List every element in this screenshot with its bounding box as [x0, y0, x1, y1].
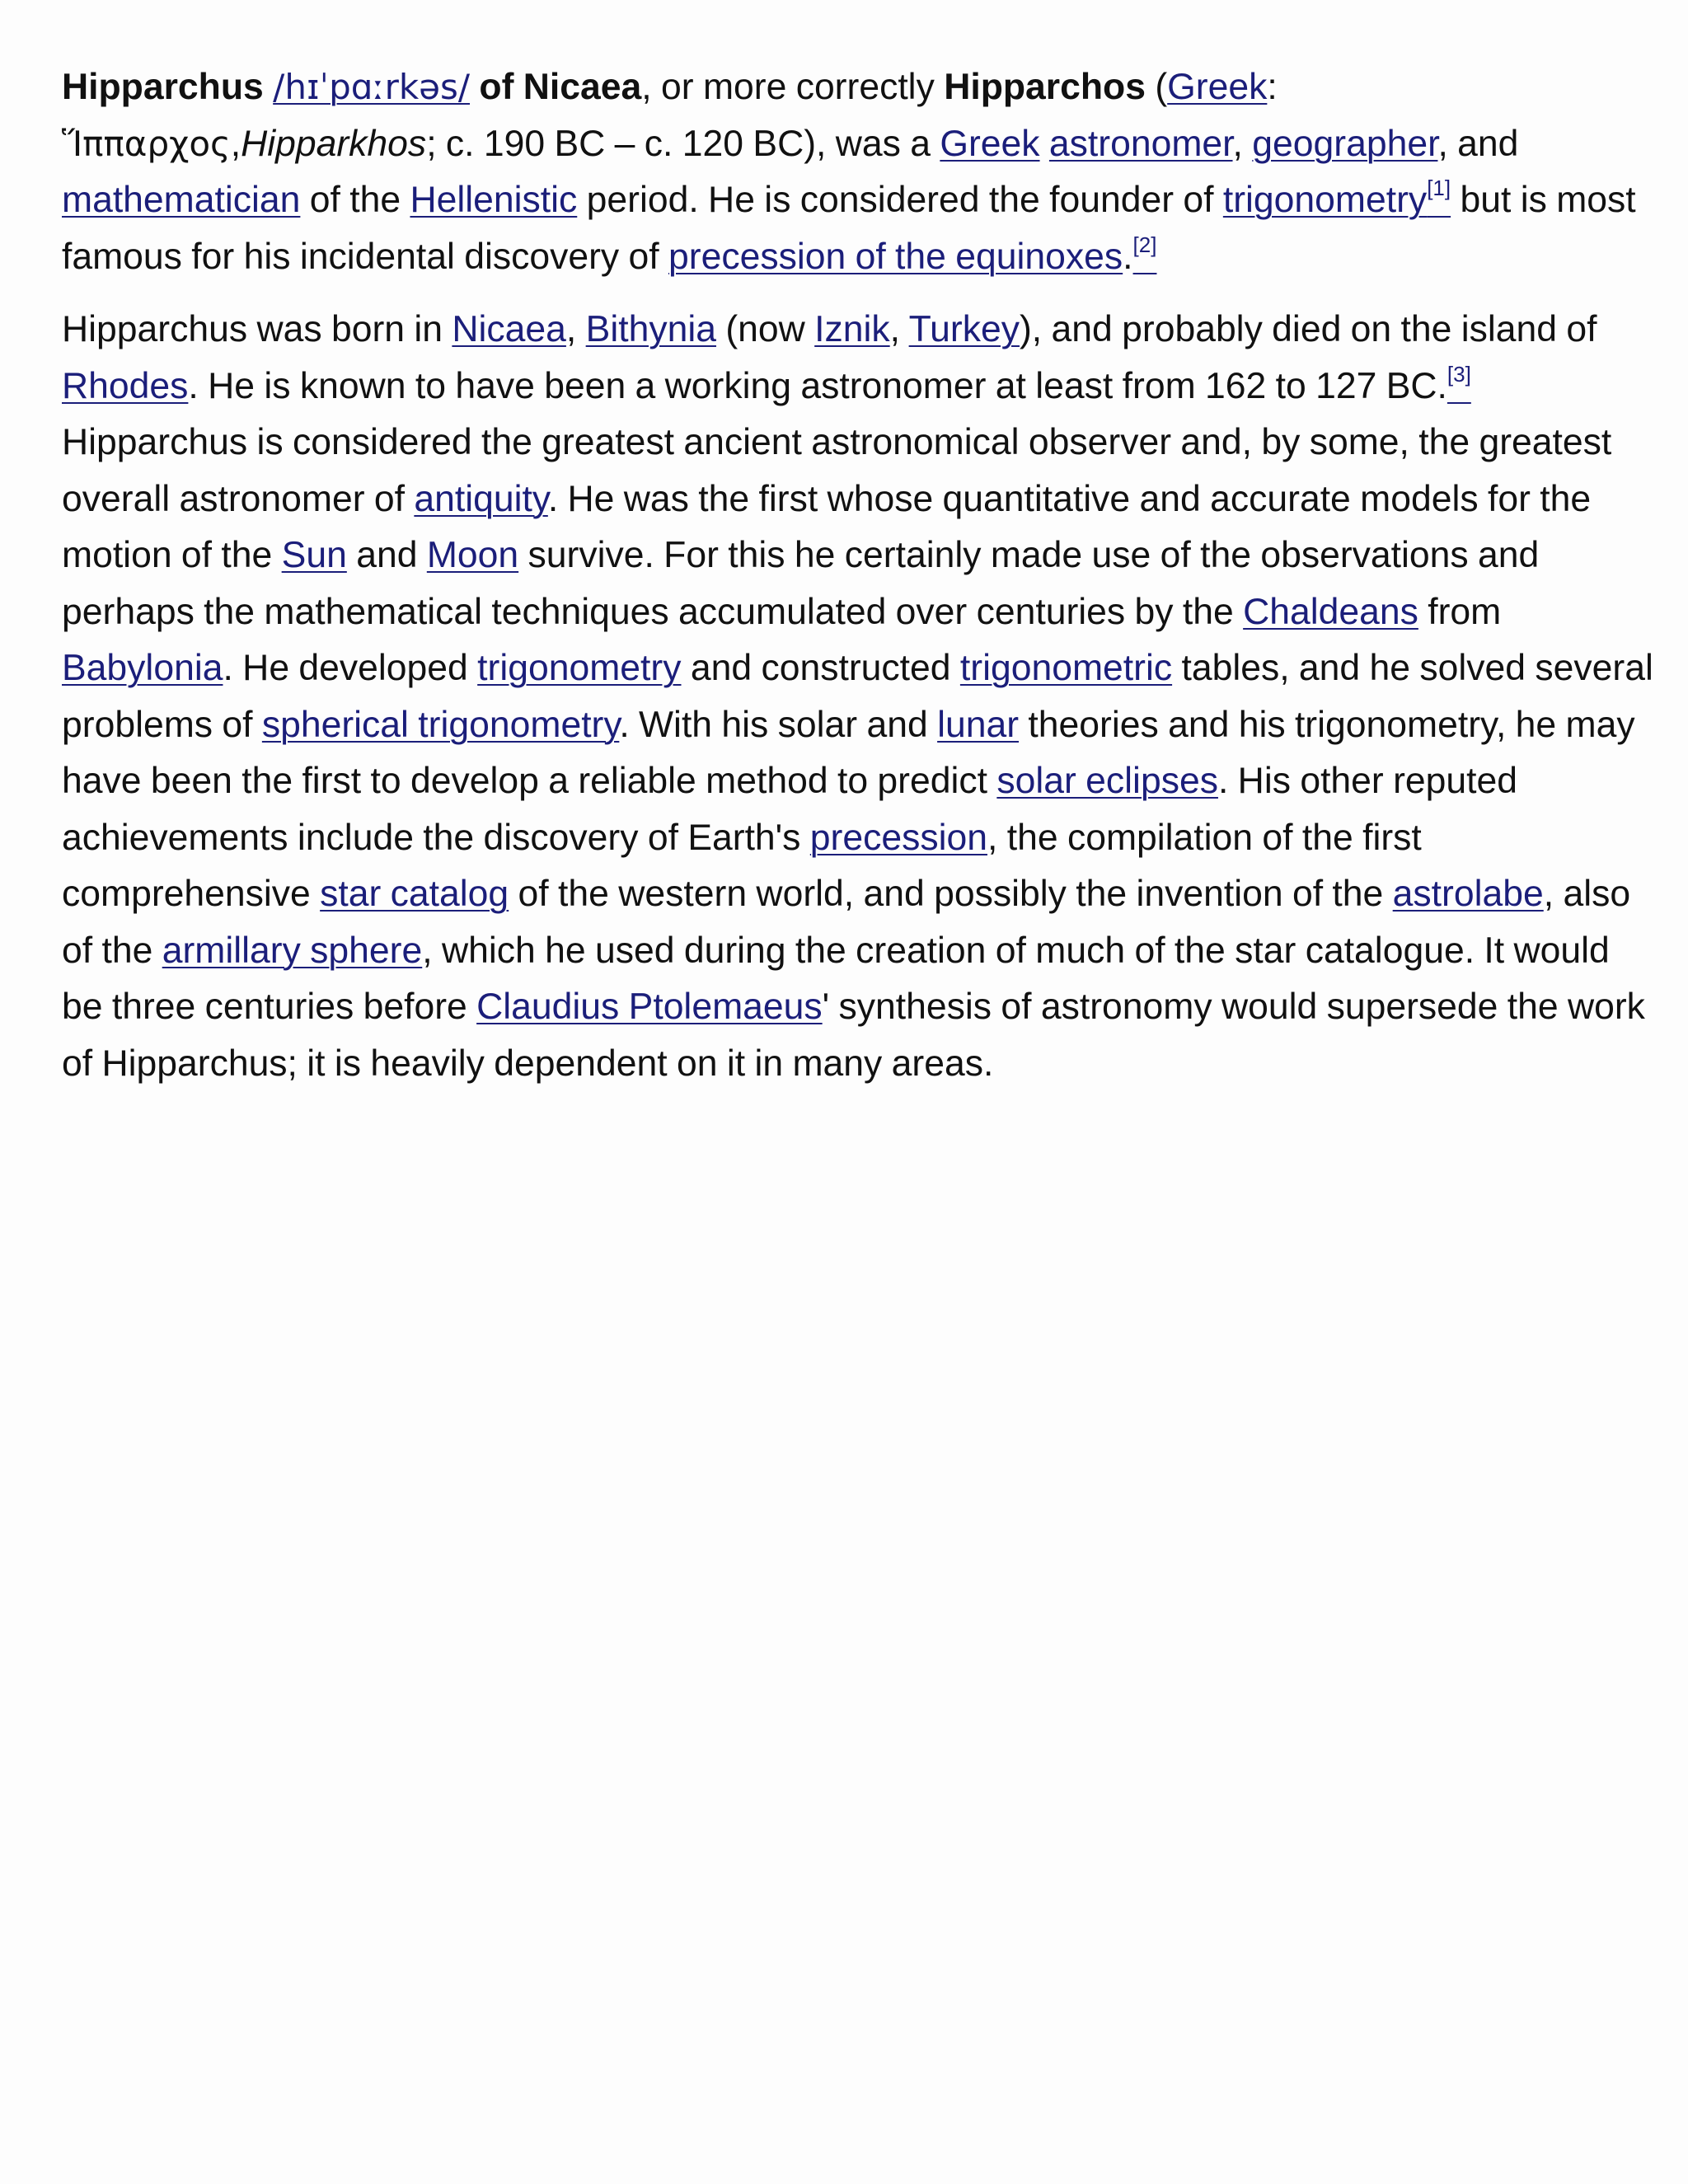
link-antiquity[interactable]: antiquity — [414, 478, 548, 519]
body-text: of the western world, and possibly the invention of the — [509, 874, 1393, 914]
citation-2-link[interactable] — [1132, 232, 1157, 277]
body-text: , or more correctly — [641, 67, 945, 107]
link-moon[interactable]: Moon — [426, 535, 519, 575]
link-trigonometric[interactable]: trigonometric — [959, 648, 1173, 688]
body-text: and — [346, 535, 427, 575]
link-solar-eclipses[interactable]: solar eclipses — [996, 761, 1218, 801]
bold-text: Hipparchos — [944, 67, 1146, 107]
body-text: . He developed — [223, 648, 478, 688]
body-text: ), and probably died on the island of — [1019, 309, 1597, 349]
link-rhodes[interactable]: Rhodes — [62, 365, 189, 406]
link-bithynia[interactable]: Bithynia — [585, 309, 716, 349]
link-claudius-ptolemaeus[interactable]: Claudius Ptolemaeus — [476, 987, 823, 1027]
body-text: . — [1123, 236, 1133, 277]
link-precession-of-the-equinoxes[interactable]: precession of the equinoxes — [668, 236, 1123, 277]
body-text: , — [889, 309, 909, 349]
link-sun[interactable]: Sun — [281, 535, 347, 575]
body-text: Hipparchus was born in — [62, 309, 452, 349]
citation-superscript: [2] — [1132, 232, 1157, 257]
body-text: and constructed — [681, 648, 960, 688]
body-text — [1040, 124, 1049, 164]
body-text: theories and his trigonometry, he may have been the first to develop a reliable method to predict — [62, 704, 1635, 801]
body-text: ( — [1145, 67, 1168, 107]
link-greek-language[interactable]: Greek — [1167, 67, 1268, 107]
link-astronomer[interactable]: astronomer — [1048, 123, 1233, 164]
link-hellenistic[interactable]: Hellenistic — [410, 180, 578, 220]
body-text: ; c. 190 BC – c. 120 BC), was a — [426, 123, 940, 164]
greek-name-text: Ἵππαρχος — [62, 123, 231, 164]
link-astrolabe[interactable]: astrolabe — [1392, 874, 1544, 914]
link-spherical-trigonometry[interactable]: spherical trigonometry — [261, 704, 620, 745]
body-text: . With his solar and — [619, 704, 938, 745]
body-text: : — [1267, 67, 1278, 107]
body-text: survive. For this he certainly made use of the observations and perhaps the mathematical techniques accumulated over centuries by the — [62, 535, 1540, 632]
body-text: , — [230, 123, 241, 164]
link-turkey[interactable]: Turkey — [908, 309, 1020, 349]
italic-text: Hipparkhos — [241, 123, 427, 164]
body-text: from — [1418, 591, 1502, 632]
body-text: of the — [300, 180, 410, 220]
body-text: period. He is considered the founder of — [577, 180, 1223, 220]
body-text: , and — [1437, 123, 1519, 164]
citation-3-link[interactable] — [1447, 361, 1471, 406]
body-text: . His other reputed achievements include the discovery of Earth's — [62, 761, 1518, 858]
biography-paragraph — [62, 302, 1657, 1092]
link-greek[interactable]: Greek — [940, 123, 1040, 164]
citation-superscript: [1] — [1427, 176, 1451, 200]
body-text: (now — [715, 309, 815, 349]
link-babylonia[interactable]: Babylonia — [62, 648, 223, 688]
body-text: , which he used during the creation of much of the star catalogue. It would be three centuries before — [62, 930, 1610, 1027]
link-geographer[interactable]: geographer — [1252, 123, 1438, 164]
body-text: tables, and he solved several problems of — [62, 648, 1653, 745]
citation-1-link[interactable] — [1427, 176, 1451, 220]
body-text: , also of the — [62, 874, 1631, 971]
link-lunar[interactable]: lunar — [937, 704, 1020, 745]
citation-superscript: [3] — [1447, 361, 1471, 387]
link-mathematician[interactable]: mathematician — [62, 180, 301, 220]
link-star-catalog[interactable]: star catalog — [320, 874, 509, 914]
intro-paragraph — [62, 59, 1657, 285]
body-text: ' synthesis of astronomy would supersede the work of Hipparchus; it is heavily dependent on it in many areas. — [62, 987, 1645, 1084]
body-text: , — [565, 309, 586, 349]
ipa-pronunciation-link[interactable]: /hɪˈpɑːrkəs/ — [273, 67, 471, 107]
body-text: but is most famous for his incidental discovery of — [62, 180, 1636, 277]
link-iznik[interactable]: Iznik — [814, 309, 890, 349]
body-text: . He was the first whose quantitative and accurate models for the motion of the — [62, 478, 1592, 575]
bold-text: Hipparchus — [62, 67, 274, 107]
body-text: , — [1232, 123, 1253, 164]
body-text: , the compilation of the first comprehensive — [62, 817, 1422, 914]
bold-text: of Nicaea — [479, 67, 642, 107]
link-trigonometry[interactable]: trigonometry — [1222, 180, 1428, 220]
link-trigonometry-2[interactable]: trigonometry — [477, 648, 682, 688]
body-text — [470, 67, 479, 107]
link-precession[interactable]: precession — [809, 817, 987, 858]
link-chaldeans[interactable]: Chaldeans — [1243, 591, 1418, 632]
link-nicaea[interactable]: Nicaea — [452, 309, 566, 349]
body-text: . He is known to have been a working astronomer at least from 162 to 127 BC. — [188, 365, 1447, 406]
link-armillary-sphere[interactable]: armillary sphere — [162, 930, 423, 971]
article-body — [62, 59, 1657, 1092]
body-text: Hipparchus is considered the greatest ancient astronomical observer and, by some, the greatest overall astronomer of — [62, 422, 1612, 519]
